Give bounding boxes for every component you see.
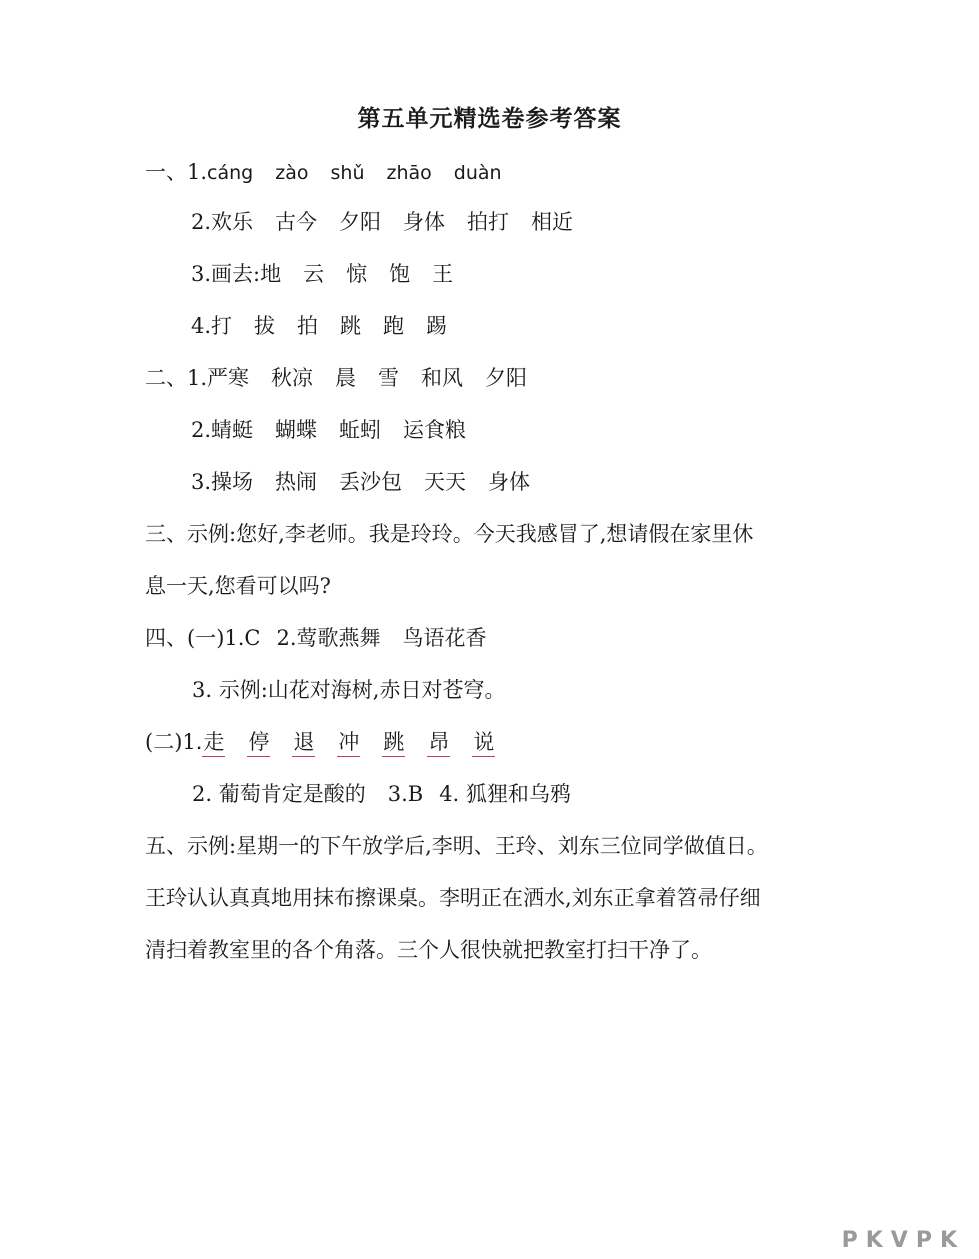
sec4-part1-line <box>145 623 487 653</box>
answer-word: 丢沙包 <box>339 470 403 494</box>
q-number: 3.画去: <box>191 262 261 286</box>
answer-word: 饱 <box>389 262 411 286</box>
sec4-part2-q2: 2. 葡萄肯定是酸的 <box>192 782 366 806</box>
answer-word: 秋凉 <box>271 366 314 390</box>
underlined-word: 冲 <box>337 729 360 757</box>
pinyin-1: cáng <box>207 162 254 184</box>
sec4-part1-q2b: 鸟语花香 <box>402 626 487 650</box>
answer-word: 地 <box>260 262 282 286</box>
answer-word: 欢乐 <box>211 210 254 234</box>
answer-word: 蜻蜓 <box>211 418 254 442</box>
sec3-line1: 三、示例:您好,李老师。我是玲玲。今天我感冒了,想请假在家里休 <box>145 522 754 546</box>
answer-word: 拔 <box>254 314 276 338</box>
sec5-line2: 王玲认认真真地用抹布擦课桌。李明正在洒水,刘东正拿着笤帚仔细 <box>145 886 761 910</box>
sec2-q2 <box>191 415 466 445</box>
answer-word: 蚯蚓 <box>339 418 382 442</box>
underlined-word: 跳 <box>382 729 405 757</box>
answer-word: 和风 <box>421 366 464 390</box>
answer-word: 蝴蝶 <box>275 418 318 442</box>
sec2-prefix: 二、1. <box>145 366 208 390</box>
answer-word: 热闹 <box>275 470 318 494</box>
answer-word: 古今 <box>275 210 318 234</box>
pinyin-5: duàn <box>453 162 502 184</box>
answer-word: 惊 <box>346 262 368 286</box>
answer-word: 夕阳 <box>485 366 528 390</box>
answer-word: 雪 <box>378 366 400 390</box>
underlined-word: 昂 <box>427 729 450 757</box>
sec4-part1-q2: 2.莺歌燕舞 <box>276 626 381 650</box>
q-number: 3. <box>191 470 212 494</box>
answer-word: 打 <box>211 314 233 338</box>
answer-word: 相近 <box>531 210 574 234</box>
sec1-q3 <box>191 259 453 289</box>
sec4-part2-q2-q4 <box>192 779 571 809</box>
page-title: 第五单元精选卷参考答案 <box>357 105 622 132</box>
answer-word: 严寒 <box>207 366 250 390</box>
answer-word: 身体 <box>488 470 531 494</box>
answer-word: 运食粮 <box>403 418 467 442</box>
sec1-prefix: 一、1. <box>145 160 208 184</box>
underlined-word: 走 <box>202 729 225 757</box>
sec2-q1 <box>145 363 527 393</box>
sec4-part2-q4: 4. 狐狸和乌鸦 <box>439 782 571 806</box>
sec5-line3: 清扫着教室里的各个角落。三个人很快就把教室打扫干净了。 <box>145 938 712 962</box>
sec4-part2-q1 <box>145 727 495 757</box>
underlined-word: 说 <box>472 729 495 757</box>
q-number: 4. <box>191 314 212 338</box>
underlined-word: 停 <box>247 729 270 757</box>
sec5-line1: 五、示例:星期一的下午放学后,李明、王玲、刘东三位同学做值日。 <box>145 834 768 858</box>
answer-word: 拍打 <box>467 210 510 234</box>
answer-word: 踢 <box>426 314 448 338</box>
answer-word: 王 <box>432 262 454 286</box>
answer-word: 操场 <box>211 470 254 494</box>
sec2-q3 <box>191 467 530 497</box>
watermark-logo: PKVPK <box>841 1228 965 1253</box>
pinyin-3: shǔ <box>330 162 365 184</box>
sec1-q1 <box>145 157 502 188</box>
answer-word: 云 <box>303 262 325 286</box>
sec4-part1-q3: 3. 示例:山花对海树,赤日对苍穹。 <box>192 678 506 702</box>
answer-word: 身体 <box>403 210 446 234</box>
q-number: 2. <box>191 210 212 234</box>
sec4-part1-prefix: 四、(一)1.C <box>145 626 261 650</box>
answer-word: 夕阳 <box>339 210 382 234</box>
pinyin-4: zhāo <box>386 162 432 184</box>
answer-word: 天天 <box>424 470 467 494</box>
sec1-q4 <box>191 311 447 341</box>
answer-word: 跑 <box>383 314 405 338</box>
underlined-word: 退 <box>292 729 315 757</box>
sec4-part2-prefix: (二)1. <box>145 730 203 754</box>
answer-word: 拍 <box>297 314 319 338</box>
answer-word: 跳 <box>340 314 362 338</box>
pinyin-2: zào <box>275 162 309 184</box>
q-number: 2. <box>191 418 212 442</box>
sec3-line2: 息一天,您看可以吗? <box>145 574 331 598</box>
sec1-q2 <box>191 207 573 237</box>
answer-word: 晨 <box>335 366 357 390</box>
sec4-part2-q3: 3.B <box>387 782 424 806</box>
